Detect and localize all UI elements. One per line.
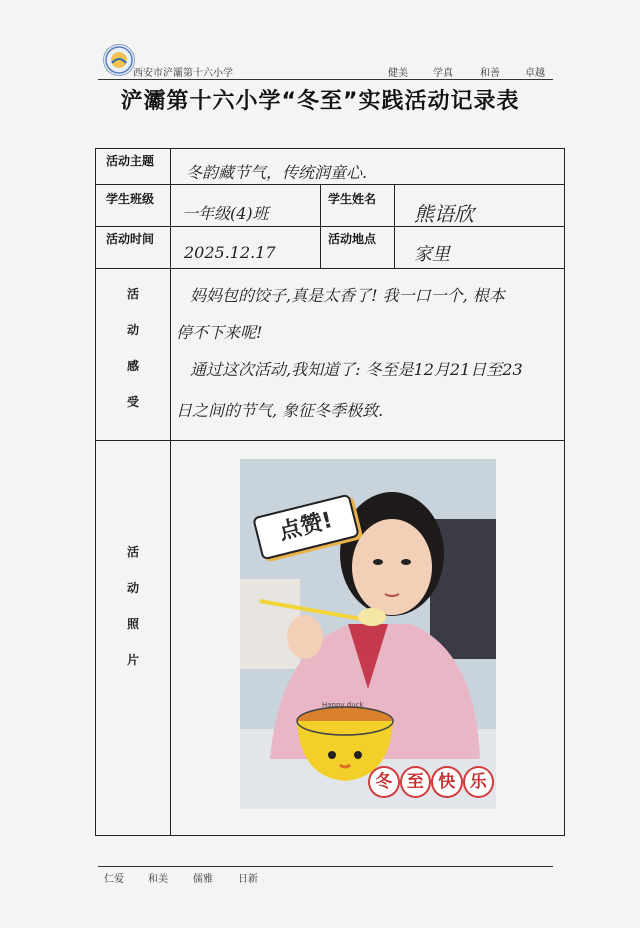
theme-value: 冬韵藏节气，传统润童心. — [186, 163, 368, 182]
svg-text:Happy duck: Happy duck — [322, 701, 364, 709]
header-divider — [98, 79, 553, 80]
row-divider — [95, 268, 565, 269]
photo-label: 活 动 照 片 — [126, 545, 139, 667]
row-divider — [95, 184, 565, 185]
feeling-line: 日之间的节气, 象征冬季极致. — [176, 401, 384, 420]
footer-word: 仁爱 — [104, 874, 124, 885]
class-label: 学生班级 — [106, 192, 155, 206]
motto-word: 卓越 — [525, 68, 545, 79]
greeting-stamp — [368, 766, 494, 800]
name-value: 熊语欣 — [414, 202, 474, 226]
row-divider — [95, 226, 565, 227]
footer-word: 日新 — [238, 874, 258, 885]
motto-word: 健美 — [388, 68, 408, 79]
motto-word: 学真 — [433, 68, 453, 79]
greeting-char: 乐 — [463, 766, 495, 798]
class-value: 一年级(4)班 — [182, 204, 269, 223]
school-logo-icon — [103, 44, 135, 76]
school-name: 西安市浐灞第十六小学 — [133, 68, 233, 79]
place-label: 活动地点 — [328, 232, 377, 246]
time-label: 活动时间 — [106, 232, 155, 246]
greeting-char: 冬 — [368, 766, 400, 798]
greeting-char: 快 — [431, 766, 463, 798]
column-divider — [394, 184, 395, 268]
column-divider — [320, 184, 321, 268]
feeling-line: 停不下来呢! — [176, 323, 263, 342]
row-divider — [95, 440, 565, 441]
footer-word: 儒雅 — [193, 874, 213, 885]
place-value: 家里 — [414, 244, 450, 265]
column-divider — [170, 148, 171, 836]
time-value: 2025.12.17 — [184, 243, 276, 262]
footer-divider — [98, 866, 553, 867]
feeling-line: 妈妈包的饺子,真是太香了! 我一口一个, 根本 — [190, 286, 505, 305]
name-label: 学生姓名 — [328, 192, 377, 206]
greeting-char: 至 — [400, 766, 432, 798]
feeling-line: 通过这次活动,我知道了: 冬至是12月21日至23 — [190, 360, 523, 379]
footer-word: 和美 — [148, 874, 168, 885]
motto-word: 和善 — [480, 68, 500, 79]
like-badge: 点赞! — [252, 494, 360, 561]
feeling-label: 活 动 感 受 — [126, 287, 139, 409]
theme-label: 活动主题 — [106, 154, 155, 168]
page-title: 浐灞第十六小学“冬至”实践活动记录表 — [120, 89, 520, 114]
